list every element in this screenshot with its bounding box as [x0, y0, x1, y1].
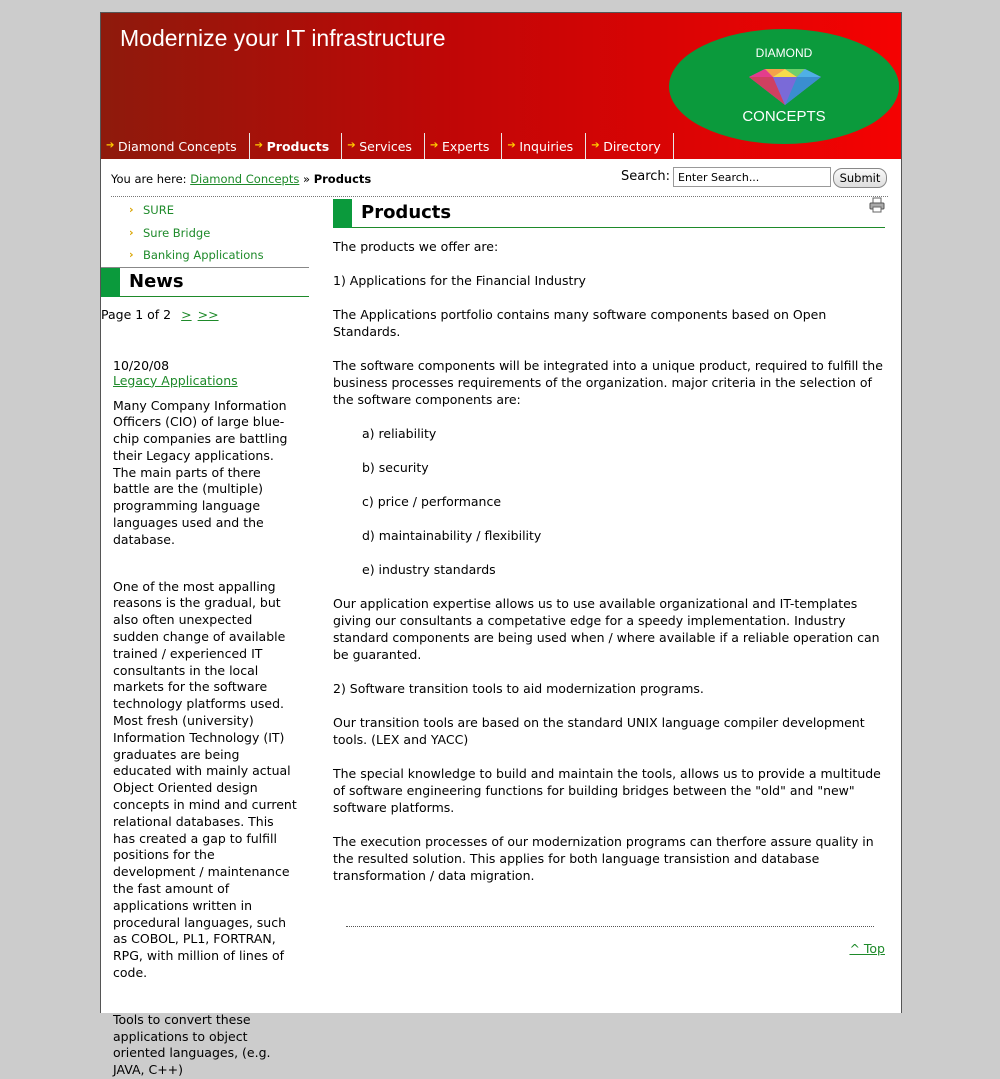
back-to-top-link[interactable]: ^ Top: [849, 941, 885, 956]
criteria-item: a) reliability: [362, 426, 437, 441]
nav-item-experts[interactable]: [425, 133, 502, 159]
arrow-right-icon: ➔: [106, 140, 115, 151]
left-sidebar: [101, 199, 309, 1079]
paragraph-3: Our application expertise allows us to use available organizational and IT-templates giving our consultants a competative edge for a speedy implementation. Industry standard components are being used when / where available if a reliable operation can be guaranted.: [333, 596, 880, 662]
diamond-icon: [739, 69, 831, 105]
nav-label: Services: [359, 139, 412, 154]
heading-accent-bar: [333, 199, 352, 228]
nav-item-inquiries[interactable]: [502, 133, 586, 159]
criteria-item: d) maintainability / flexibility: [362, 528, 542, 543]
subnav-item-sure[interactable]: [101, 199, 309, 222]
search-input[interactable]: [673, 167, 831, 187]
subnav-item-banking-applications[interactable]: [101, 244, 309, 267]
section-2-title: 2) Software transition tools to aid modernization programs.: [333, 681, 704, 696]
main-nav: [101, 133, 674, 159]
printer-icon[interactable]: [869, 197, 885, 213]
breadcrumb-bar: [111, 169, 888, 197]
breadcrumb-current: Products: [313, 172, 372, 186]
paragraph-4: Our transition tools are based on the standard UNIX language compiler development tools. (LEX and YACC): [333, 715, 865, 747]
paragraph-5: The special knowledge to build and maintain the tools, allows us to provide a multitude of software engineering functions for building bridges between the "old" and "new" software platforms.: [333, 766, 881, 815]
logo-text-top: DIAMOND: [755, 46, 813, 60]
chevron-right-icon: ›: [129, 203, 134, 216]
section-1-title: 1) Applications for the Financial Industry: [333, 273, 586, 288]
breadcrumb-separator: »: [302, 172, 311, 186]
subnav-label: Banking Applications: [143, 248, 264, 262]
chevron-right-icon: ›: [129, 248, 134, 261]
arrow-right-icon: ➔: [591, 140, 600, 151]
nav-label: Directory: [603, 139, 661, 154]
paragraph-2: The software components will be integrated into a unique product, required to fulfill the business processes requirements of the organization. major criteria in the selection of the software components are:: [333, 358, 883, 407]
back-to-top: [333, 941, 885, 956]
criteria-item: c) price / performance: [362, 494, 502, 509]
site-header: [101, 13, 901, 159]
news-paragraph: Many Company Information Officers (CIO) of large blue-chip companies are battling their Legacy applications. The main parts of there battle are the (multiple) programming language languages used and the database.: [113, 397, 288, 547]
subnav-label: Sure Bridge: [143, 225, 211, 240]
products-heading: [333, 199, 885, 228]
arrow-right-icon: ➔: [347, 140, 356, 151]
logo-text-bottom: CONCEPTS: [742, 108, 826, 125]
main-content: [333, 199, 885, 956]
products-heading-text: Products: [361, 202, 452, 223]
paragraph-1: The Applications portfolio contains many software components based on Open Standards.: [333, 307, 827, 339]
nav-item-products[interactable]: [250, 133, 343, 159]
diamond-concepts-logo[interactable]: [669, 29, 899, 144]
site-title: Modernize your IT infrastructure: [120, 25, 446, 51]
arrow-right-icon: ➔: [429, 140, 439, 151]
news-paragraph: One of the most appalling reasons is the gradual, but also often unexpected sudden change of available trained / experienced IT consultants in the local markets for the software technology platforms used. Most fresh (university) Information Technology (IT) graduates are being educated with mainly actual Object Oriented design concepts in mind and current relational databases. This has created a gap to fulfill positions for the development / maintenance the fast amount of applications written in procedural languages, such as COBOL, PL1, FORTRAN, RPG, with million of lines of code.: [113, 578, 297, 980]
news-last-link[interactable]: >>: [197, 306, 219, 322]
chevron-right-icon: ›: [129, 225, 134, 239]
news-heading-text: News: [129, 270, 184, 292]
heading-accent-bar: [101, 268, 120, 297]
news-date: 10/20/08: [113, 357, 170, 373]
breadcrumb: [111, 172, 371, 186]
nav-item-directory[interactable]: [586, 133, 674, 159]
products-body: [333, 228, 885, 884]
nav-item-diamond-concepts[interactable]: [101, 133, 250, 159]
search-label: Search:: [621, 169, 671, 184]
breadcrumb-prefix: You are here:: [111, 172, 187, 186]
nav-label: Inquiries: [519, 139, 574, 154]
subnav-item-sure-bridge[interactable]: [101, 222, 309, 245]
news-pager: [101, 307, 309, 322]
search-submit-button[interactable]: Submit: [833, 168, 887, 188]
content-divider: [346, 926, 874, 927]
news-heading: [101, 267, 309, 297]
breadcrumb-home-link[interactable]: Diamond Concepts: [190, 172, 300, 186]
news-title-link[interactable]: Legacy Applications: [113, 372, 238, 388]
news-next-link[interactable]: >: [181, 306, 192, 322]
criteria-item: e) industry standards: [362, 562, 496, 577]
criteria-item: b) security: [362, 460, 429, 475]
arrow-right-icon: ➔: [254, 140, 264, 151]
nav-label: Experts: [441, 139, 490, 154]
nav-label: Diamond Concepts: [118, 139, 237, 154]
news-item: [101, 358, 297, 1079]
news-pager-text: Page 1 of 2: [101, 306, 172, 322]
paragraph-6: The execution processes of our modernization programs can therfore assure quality in the resulted solution. This applies for both language transistion and database transformation / data migration.: [333, 834, 874, 883]
arrow-right-icon: ➔: [507, 140, 516, 151]
subnav-label: SURE: [143, 203, 174, 217]
nav-item-services[interactable]: [342, 133, 425, 159]
nav-label: Products: [266, 139, 330, 154]
intro-text: The products we offer are:: [333, 239, 499, 254]
news-paragraph: Tools to convert these applications to object oriented languages, (e.g. JAVA, C++): [113, 1011, 271, 1078]
page-container: [100, 12, 902, 1078]
